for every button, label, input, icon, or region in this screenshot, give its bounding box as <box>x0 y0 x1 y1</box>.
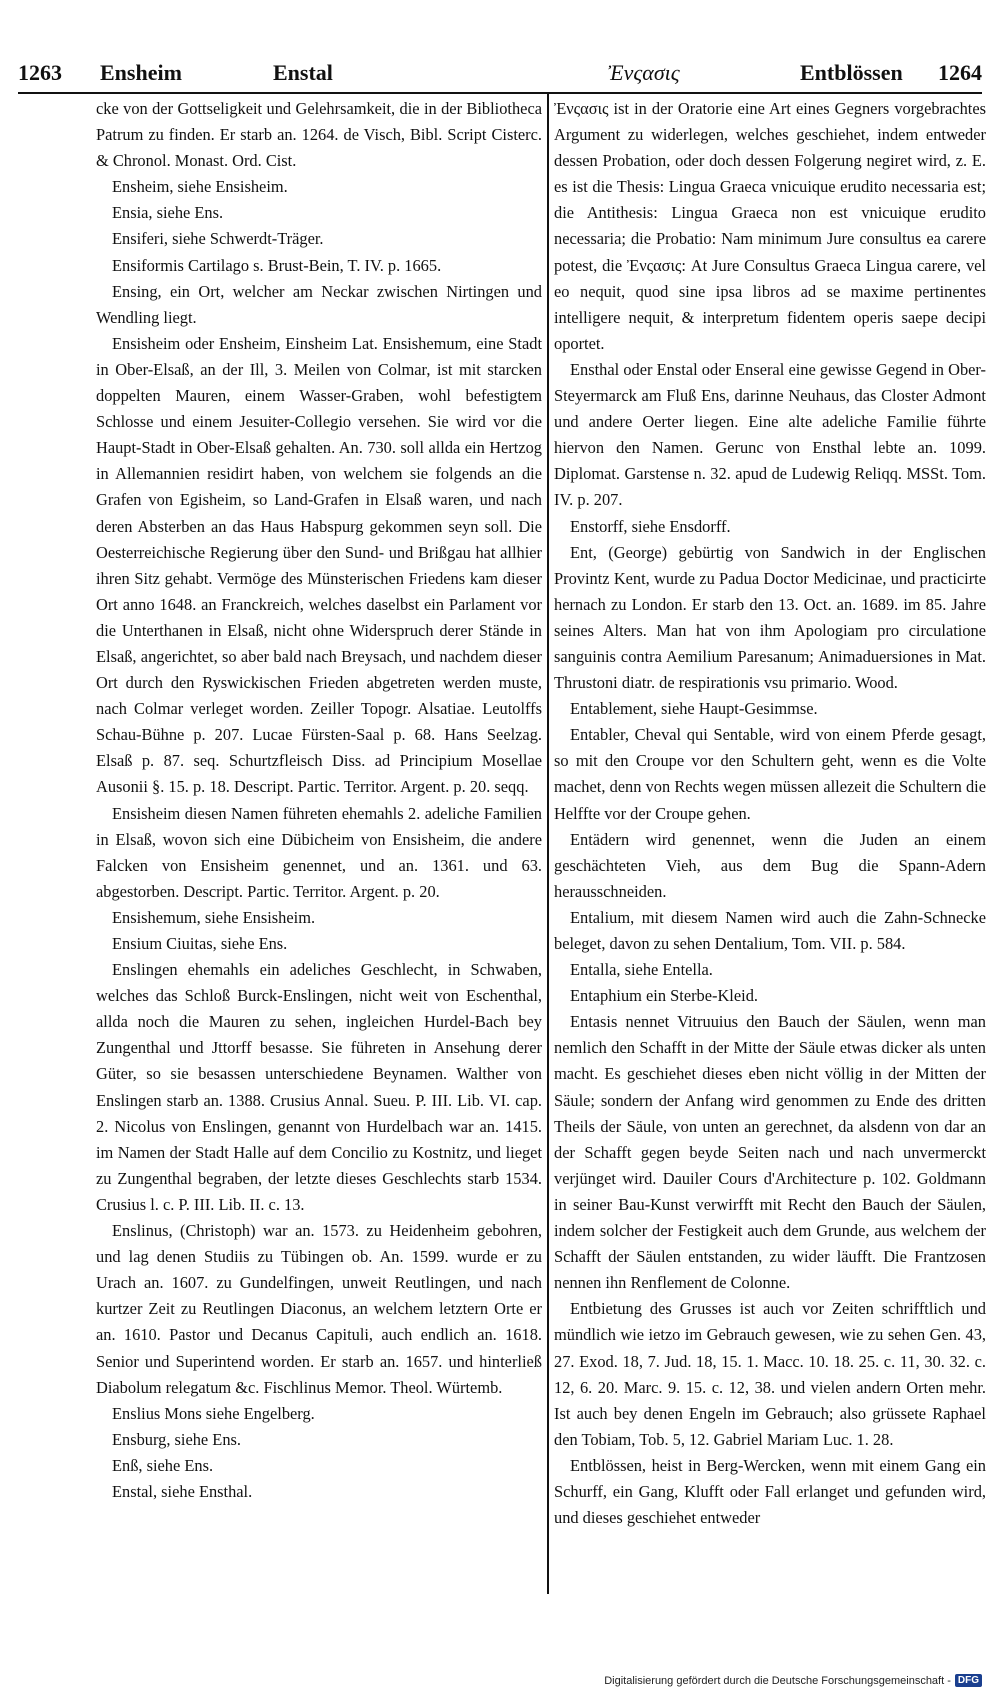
entry: Ensing, ein Ort, welcher am Neckar zwischen Nirtingen und Wendling liegt. <box>96 281 542 327</box>
entry: Ensium Ciuitas, siehe Ens. <box>112 934 288 953</box>
entry: Ensiformis Cartilago s. Brust-Bein, T. IV. p. 1665. <box>112 255 442 275</box>
right-column <box>554 96 986 1531</box>
entry: Enslius Mons siehe Engelberg. <box>112 1403 315 1423</box>
entry: Ensishemum, siehe Ensisheim. <box>112 907 316 927</box>
entry: Entabler, Cheval qui Sentable, wird von einem Pferde gesagt, so mit den Croupe vor den Schultern geht, wenn es die Volte machet, denn von Rechts wegen müssen allezeit die Schultern die Helffte vor der Croupe gehen. <box>554 725 986 823</box>
entry: Ensheim, siehe Ensisheim. <box>112 177 288 197</box>
entry: Entasis nennet Vitruuius den Bauch der Säulen, wenn man nemlich den Schafft in der Mitte der Säule etwas dicker als unten macht. Es geschiehet dieses eben nicht völlig in der Mitten der Säule; sondern der Anfang wird genommen zu Ende des dritten Theils der Säule, von unten an gerechnet, da alsdenn von dar an der Schafft gegen beyde Seiten nach und nach unvermerckt verjünget wird. Dauiler Cours d'Architecture p. 102. Goldmann in seiner Bau-Kunst verwirfft mit Recht den Bauch der Säulen, indem solcher der Festigkeit auch dem Grunde, aus welchem der Schafft der Säulen entstanden, zu wider läufft. Die Frantzosen nennen ihn Renflement de Colonne. <box>554 1012 986 1293</box>
entry: Ensisheim oder Ensheim, Einsheim Lat. Ensishemum, eine Stadt in Ober-Elsaß, an der Ill, 3. Meilen von Colmar, ist mit starcken doppelten Mauren, einem Wasser-Graben, wohl befestigtem Schlosse und einem Jesuiter-Collegio versehen. Sie wird vor die Haupt-Stadt in Ober-Elsaß gehalten. An. 730. soll allda ein Hertzog in Allemannien residirt haben, von welchem sie folgends an die Grafen von Egisheim, so Land-Grafen in Elsaß waren, und nach deren Absterben an das Haus Habspurg gekommen seyn soll. Die Oesterreichische Regierung über den Sund- und Brißgau hat allhier ihren Sitz gehabt. Vermöge des Münsterischen Friedens kam dieser Ort anno 1648. an Franckreich, welches daselbst ein Parlament vor die Unterthanen in Elsaß, nicht ohne Widerspruch derer Stände in Elsaß, angerichtet, so aber bald nach Breysach, und nachdem dieser Ort durch den Ryswickischen Frieden abgetreten werden muste, nach Colmar verleget worden. Zeiller Topogr. Alsatiae. Leutolffs Schau-Bühne p. 207. Lucae Fürsten-Saal p. 68. Hans Seelzag. Elsaß p. 87. seq. Schurtzfleisch Diss. ad Principium Mosellae Ausonii §. 15. p. 18. Descript. Partic. Territor. Argent. p. 20. seqq. <box>96 333 542 797</box>
entry: Enstorff, siehe Ensdorff. <box>570 516 731 536</box>
left-column <box>96 96 542 1505</box>
entry: Ensthal oder Enstal oder Enseral eine gewisse Gegend in Ober-Steyermarck am Fluß Ens, darinne Neuhaus, das Closter Admont und andere Oerter liegen. Eine alte adeliche Familie führte hiervon den Namen. Gerunc von Ensthal lebte an. 1099. Diplomat. Garstense n. 32. apud de Ludewig Reliqq. MSSt. Tom. IV. p. 207. <box>554 359 986 510</box>
entry: Entaphium ein Sterbe-Kleid. <box>570 986 758 1006</box>
entry: Ensia, siehe Ens. <box>112 203 224 223</box>
entry: Enslingen ehemahls ein adeliches Geschlecht, in Schwaben, welches das Schloß Burck-Enslingen, nicht weit von Eschenthal, allda noch die Mauren zu sehen, ingleichen Hurdel-Bach bey Zungenthal und Jttorff besasse. Sie führeten in Ansehung derer Güter, so sie besassen unterschiedene Beynamen. Walther von Enslingen starb an. 1388. Crusius Annal. Sueu. P. III. Lib. VI. cap. 2. Nicolus von Enslingen, genannt von Hurdelbach war an. 1415. im Namen der Stadt Halle auf dem Concilio zu Kostnitz, und lieget zu Zungenthal begraben, der letzte dieses Geschlechts starb 1534. Crusius l. c. P. III. Lib. II. c. 13. <box>96 960 542 1214</box>
catchword-left-2: Enstal <box>273 60 333 85</box>
header-rule <box>18 92 982 94</box>
footer-credit: Digitalisierung gefördert durch die Deutsche Forschungsgemeinschaft - <box>604 1674 951 1687</box>
digitization-footer <box>604 1674 982 1687</box>
entry: Entalium, mit diesem Namen wird auch die Zahn-Schnecke beleget, davon zu sehen Dentalium, Tom. VII. p. 584. <box>554 907 986 953</box>
entry: Ensiferi, siehe Schwerdt-Träger. <box>112 229 324 249</box>
entry: Ent, (George) gebürtig von Sandwich in der Englischen Provintz Kent, wurde zu Padua Doctor Medicinae, und practicirte hernach zu London. Er starb den 13. Oct. an. 1689. im 85. Jahre seines Alters. Man hat von ihm Apologiam pro circulatione sanguinis contra Aemilium Paresanum; Animaduersiones in Mat. Thrustoni diatr. de respirationis vsu primario. Wood. <box>554 542 986 693</box>
entry: Entblössen, heist in Berg-Wercken, wenn mit einem Gang ein Schurff, ein Gang, Klufft oder Fall erlanget und gefunden wird, und dieses geschiehet entweder <box>554 1455 986 1528</box>
running-header <box>18 60 982 96</box>
entry: Enß, siehe Ens. <box>112 1455 214 1475</box>
dfg-logo: DFG <box>955 1674 982 1687</box>
entry: Enslinus, (Christoph) war an. 1573. zu Heidenheim gebohren, und lag denen Studiis zu Tübingen ob. An. 1599. wurde er zu Urach an. 1607. zu Gundelfingen, unweit Reutlingen, und nach kurtzer Zeit zu Reutlingen Diaconus, an welchem letztern Orte er an. 1610. Pastor und Decanus Capituli, auch endlich an. 1618. Senior und Superintend worden. Er starb an. 1657. und hinterließ Diabolum relegatum &c. Fischlinus Memor. Theol. Würtemb. <box>96 1221 542 1397</box>
catchword-right: Entblössen <box>800 60 903 85</box>
entry: Ἐνςασις ist in der Oratorie eine Art eines Gegners vorgebrachtes Argument zu widerlegen, welches geschiehet, indem entweder dessen Probation, oder doch dessen Folgerung negiret wird, z. E. es ist die Thesis: Lingua Graeca vnicuique erudito necessaria est; die Antithesis: Lingua Graeca non est vnicuique erudito necessaria; die Probatio: Nam minimum Jure consultus ea carere potest, die Ἐνςασις: At Jure Consultus Graeca Lingua carere, vel eo nequit, quod sine ipsa libros ad se maxime pertinentes intelligere nequit, & interpretum fidentem operis saepe decipi oportet. <box>554 99 986 353</box>
entry: Entädern wird genennet, wenn die Juden an einem geschächteten Vieh, aus dem Bug die Spann-Adern herausschneiden. <box>554 829 986 901</box>
entry: Ensburg, siehe Ens. <box>112 1429 241 1449</box>
entry: Entbietung des Grusses ist auch vor Zeiten schrifftlich und mündlich wie ietzo im Gebrauch gewesen, wie zu sehen Gen. 43, 27. Exod. 18, 7. Jud. 18, 15. 1. Macc. 10. 18. 25. c. 11, 30. 32. c. 12, 6. 20. Marc. 9. 15. c. 12, 38. und vielen andern Orten mehr. Ist auch bey denen Engeln im Gebrauch; also grüssete Raphael den Tobiam, Tob. 5, 12. Gabriel Mariam Luc. 1. 28. <box>554 1299 986 1449</box>
catchword-left-1: Ensheim <box>100 60 182 85</box>
entry: Entablement, siehe Haupt-Gesimmse. <box>570 699 818 719</box>
entry: Ensisheim diesen Namen führeten ehemahls 2. adeliche Familien in Elsaß, wovon sich eine Dübicheim von Ensisheim, die andere Falcken von Ensisheim genennet, und an. 1361. und 63. abgestorben. Descript. Partic. Territor. Argent. p. 20. <box>96 803 542 901</box>
page-number-right: 1264 <box>938 60 982 85</box>
catchword-center: Ἐνςασις <box>608 60 680 85</box>
page-number-left: 1263 <box>18 60 62 85</box>
column-rule <box>547 94 549 1594</box>
entry: Enstal, siehe Ensthal. <box>112 1481 253 1501</box>
entry: Entalla, siehe Entella. <box>570 960 713 980</box>
entry: cke von der Gottseligkeit und Gelehrsamkeit, die in der Bibliotheca Patrum zu finden. Er starb an. 1264. de Visch, Bibl. Script Cisterc. & Chronol. Monast. Ord. Cist. <box>96 99 542 171</box>
